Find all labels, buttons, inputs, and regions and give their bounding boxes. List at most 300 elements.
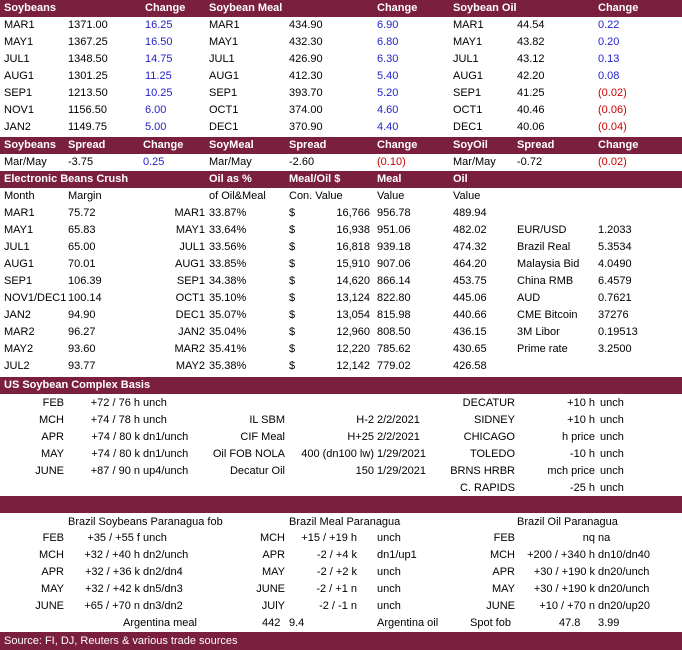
futures-soy-change: 6.00 <box>145 104 167 116</box>
crush-oil-value: 482.02 <box>453 224 487 236</box>
basis-change: dn1/unch <box>143 431 189 443</box>
argentina-oil-label: Argentina oil <box>377 617 439 629</box>
crush-sub-margin: Margin <box>68 190 102 202</box>
spread-meal-value: -2.60 <box>289 156 315 168</box>
crush-month: JUL1 <box>4 241 30 253</box>
basis-product-value: H+25 <box>347 431 374 443</box>
fx-value: 4.0490 <box>598 258 632 270</box>
crush-con-value: 13,054 <box>336 309 370 321</box>
brazil-oil-month: APR <box>492 566 515 578</box>
crush-con-value: 13,124 <box>336 292 370 304</box>
crush-oil-pct: 35.10% <box>209 292 247 304</box>
crush-sub-oilmeal: of Oil&Meal <box>209 190 266 202</box>
basis-month: MCH <box>38 414 64 426</box>
futures-meal-month: SEP1 <box>209 87 238 99</box>
brazil-soy-month: MAY <box>40 583 64 595</box>
crush-month: MAR2 <box>4 326 35 338</box>
basis-product-date: 1/29/2021 <box>377 465 426 477</box>
fx-label: Prime rate <box>517 343 568 355</box>
brazil-meal-value: -2 / +4 k <box>316 549 357 561</box>
fx-label: AUD <box>517 292 541 304</box>
futures-meal-price: 370.90 <box>289 121 323 133</box>
crush-header-oil: Oil <box>453 173 468 185</box>
futures-soy-month: MAR1 <box>4 19 35 31</box>
source-footer <box>0 632 682 650</box>
basis-location-value: mch price <box>547 465 595 477</box>
futures-meal-price: 434.90 <box>289 19 323 31</box>
crush-oil-pct: 35.04% <box>209 326 247 338</box>
spread-header-spread: Spread <box>68 139 106 151</box>
spread-meal-label: Mar/May <box>209 156 252 168</box>
crush-oil-value: 445.06 <box>453 292 487 304</box>
basis-value: +87 / 90 n <box>90 465 140 477</box>
basis-product: IL SBM <box>249 414 285 426</box>
futures-soy-change: 16.50 <box>145 36 173 48</box>
crush-oil-value: 453.75 <box>453 275 487 287</box>
brazil-soy-month: JUNE <box>35 600 64 612</box>
crush-contract: SEP1 <box>176 275 205 287</box>
futures-oil-month: MAR1 <box>453 19 484 31</box>
source-text: Source: FI, DJ, Reuters & various trade sources <box>4 635 238 647</box>
brazil-soy-value: +35 / +55 f <box>87 532 140 544</box>
futures-soy-change: 5.00 <box>145 121 167 133</box>
spread-header-spread: Spread <box>289 139 327 151</box>
crush-contract: MAR2 <box>174 343 205 355</box>
futures-soy-month: JUL1 <box>4 53 30 65</box>
basis-location-change: unch <box>600 482 624 494</box>
brazil-meal-change: unch <box>377 583 401 595</box>
brazil-oil-change: dn20/unch <box>598 583 650 595</box>
futures-oil-price: 42.20 <box>517 70 545 82</box>
crush-month: AUG1 <box>4 258 34 270</box>
futures-oil-change: 0.08 <box>598 70 620 82</box>
futures-oil-price: 40.06 <box>517 121 545 133</box>
argentina-meal-value: 442 <box>262 617 281 629</box>
fx-value: 0.19513 <box>598 326 638 338</box>
brazil-meal-month: JUlY <box>261 600 285 612</box>
futures-soy-price: 1156.50 <box>68 104 107 116</box>
fx-label: 3M Libor <box>517 326 560 338</box>
brazil-meal-month: JUNE <box>256 583 285 595</box>
crush-con-value: 12,960 <box>336 326 370 338</box>
crush-dollar: $ <box>289 258 296 270</box>
futures-oil-month: JUL1 <box>453 53 479 65</box>
basis-product-date: 1/29/2021 <box>377 448 426 460</box>
basis-month: APR <box>41 431 64 443</box>
spread-meal-change: (0.10) <box>377 156 406 168</box>
basis-value: +74 / 80 k <box>91 431 140 443</box>
crush-contract: MAR1 <box>174 207 205 219</box>
futures-oil-change: 0.13 <box>598 53 620 65</box>
brazil-soy-value: +32 / +36 k <box>84 566 140 578</box>
crush-oil-value: 430.65 <box>453 343 487 355</box>
basis-location-value: +10 h <box>567 397 595 409</box>
basis-location: TOLEDO <box>469 448 515 460</box>
futures-meal-price: 432.30 <box>289 36 323 48</box>
crush-meal-value: 951.06 <box>377 224 411 236</box>
basis-product: Decatur Oil <box>229 465 285 477</box>
brazil-oil-value: nq <box>582 532 595 544</box>
basis-change: unch <box>143 397 167 409</box>
spread-header-change: Change <box>143 139 184 151</box>
crush-oil-pct: 33.64% <box>209 224 247 236</box>
futures-soy-month: NOV1 <box>4 104 34 116</box>
basis-product-date: 2/2/2021 <box>377 431 420 443</box>
brazil-oil-month: JUNE <box>486 600 515 612</box>
crush-contract: DEC1 <box>175 309 205 321</box>
fx-label: Malaysia Bid <box>517 258 580 270</box>
crush-con-value: 12,220 <box>336 343 370 355</box>
futures-oil-month: MAY1 <box>453 36 483 48</box>
crush-month: JAN2 <box>4 309 31 321</box>
spread-header-spread: Spread <box>517 139 555 151</box>
crush-header-oilpct: Oil as % <box>209 173 252 185</box>
crush-margin: 65.00 <box>68 241 96 253</box>
futures-soy-month: JAN2 <box>4 121 31 133</box>
futures-meal-price: 393.70 <box>289 87 323 99</box>
crush-sub-meal-value: Value <box>377 190 405 202</box>
brazil-meal-value: +15 / +19 h <box>301 532 357 544</box>
futures-oil-change: 0.20 <box>598 36 620 48</box>
crush-contract: JUL1 <box>179 241 205 253</box>
futures-meal-price: 412.30 <box>289 70 323 82</box>
spread-soy-value: -3.75 <box>68 156 94 168</box>
crush-dollar: $ <box>289 207 296 219</box>
crush-month: SEP1 <box>4 275 33 287</box>
futures-oil-change: (0.06) <box>598 104 627 116</box>
futures-meal-month: AUG1 <box>209 70 239 82</box>
futures-oil-price: 44.54 <box>517 19 545 31</box>
spreads-header <box>0 137 682 154</box>
basis-month: MAY <box>40 448 64 460</box>
spread-oil-value: -0.72 <box>517 156 543 168</box>
fx-value: 0.7621 <box>598 292 632 304</box>
brazil-soy-month: MCH <box>38 549 64 561</box>
crush-oil-value: 440.66 <box>453 309 487 321</box>
futures-header-soymeal: Soybean Meal <box>209 2 283 14</box>
futures-oil-price: 40.46 <box>517 104 545 116</box>
brazil-meal-change: dn1/up1 <box>377 549 417 561</box>
brazil-oil-value: +200 / +340 h <box>527 549 595 561</box>
basis-change: unch <box>143 414 167 426</box>
brazil-meal-month: MAY <box>261 566 285 578</box>
spread-header-change: Change <box>377 139 418 151</box>
basis-product: CIF Meal <box>240 431 285 443</box>
basis-location-value: -10 h <box>569 448 595 460</box>
basis-product-value: 400 (dn100 lw) <box>301 448 374 460</box>
fx-label: CME Bitcoin <box>517 309 578 321</box>
crush-month: MAY1 <box>4 224 34 236</box>
futures-header-change: Change <box>598 2 639 14</box>
basis-product-value: 150 <box>355 465 374 477</box>
brazil-oil-month: MCH <box>489 549 515 561</box>
argentina-oil-value: 47.8 <box>559 617 581 629</box>
spread-oil-label: Mar/May <box>453 156 496 168</box>
section-divider <box>0 496 682 513</box>
crush-dollar: $ <box>289 360 296 372</box>
spread-oil-change: (0.02) <box>598 156 627 168</box>
crush-month: JUL2 <box>4 360 30 372</box>
fx-label: Brazil Real <box>517 241 571 253</box>
crush-oil-value: 489.94 <box>453 207 487 219</box>
futures-header-soyoil: Soybean Oil <box>453 2 517 14</box>
spot-fob-label: Spot fob <box>470 617 511 629</box>
futures-header-change: Change <box>377 2 418 14</box>
brazil-oil-value: +30 / +190 k <box>533 583 595 595</box>
futures-soy-price: 1213.50 <box>68 87 108 99</box>
crush-meal-value: 866.14 <box>377 275 411 287</box>
fx-value: 1.2033 <box>598 224 632 236</box>
brazil-meal-month: MCH <box>259 532 285 544</box>
brazil-meal-change: unch <box>377 600 401 612</box>
crush-meal-value: 808.50 <box>377 326 411 338</box>
brazil-oil-title: Brazil Oil Paranagua <box>517 516 618 528</box>
fx-label: China RMB <box>517 275 574 287</box>
crush-month: NOV1/DEC1 <box>4 292 67 304</box>
crush-meal-value: 939.18 <box>377 241 411 253</box>
crush-month: MAY2 <box>4 343 34 355</box>
basis-product: Oil FOB NOLA <box>212 448 285 460</box>
crush-contract: JAN2 <box>178 326 205 338</box>
crush-margin: 106.39 <box>68 275 102 287</box>
futures-meal-change: 4.40 <box>377 121 399 133</box>
futures-soy-month: SEP1 <box>4 87 33 99</box>
crush-oil-pct: 35.41% <box>209 343 247 355</box>
futures-oil-change: (0.02) <box>598 87 627 99</box>
basis-location: SIDNEY <box>474 414 515 426</box>
argentina-meal-change: 9.4 <box>289 617 305 629</box>
crush-con-value: 12,142 <box>336 360 370 372</box>
crush-header-meal: Meal <box>377 173 402 185</box>
basis-location-change: unch <box>600 431 624 443</box>
crush-dollar: $ <box>289 292 296 304</box>
crush-contract: OCT1 <box>175 292 205 304</box>
spread-soy-change: 0.25 <box>143 156 165 168</box>
futures-oil-month: OCT1 <box>453 104 483 116</box>
crush-margin: 70.01 <box>68 258 96 270</box>
crush-contract: AUG1 <box>175 258 205 270</box>
fx-value: 5.3534 <box>598 241 632 253</box>
crush-sub-oil-value: Value <box>453 190 481 202</box>
crush-meal-value: 956.78 <box>377 207 411 219</box>
basis-location: BRNS HRBR <box>450 465 515 477</box>
brazil-meal-value: -2 / +1 n <box>316 583 357 595</box>
crush-con-value: 16,766 <box>336 207 370 219</box>
crush-meal-value: 907.06 <box>377 258 411 270</box>
basis-location-change: unch <box>600 414 624 426</box>
crush-title: Electronic Beans Crush <box>4 173 129 185</box>
brazil-soy-title: Brazil Soybeans Paranagua fob <box>68 516 223 528</box>
futures-soy-change: 14.75 <box>145 53 173 65</box>
futures-oil-price: 41.25 <box>517 87 545 99</box>
spread-soy-label: Mar/May <box>4 156 47 168</box>
crush-margin: 93.77 <box>68 360 96 372</box>
crush-dollar: $ <box>289 241 296 253</box>
futures-oil-price: 43.12 <box>517 53 545 65</box>
crush-oil-pct: 33.56% <box>209 241 247 253</box>
crush-oil-pct: 35.07% <box>209 309 247 321</box>
futures-meal-month: OCT1 <box>209 104 239 116</box>
basis-month: JUNE <box>35 465 64 477</box>
brazil-meal-month: APR <box>262 549 285 561</box>
futures-meal-change: 6.30 <box>377 53 399 65</box>
brazil-oil-value: +10 / +70 n <box>539 600 595 612</box>
crush-oil-value: 436.15 <box>453 326 487 338</box>
brazil-oil-value: +30 / +190 k <box>533 566 595 578</box>
basis-product-value: H-2 <box>356 414 374 426</box>
basis-location: C. RAPIDS <box>459 482 515 494</box>
brazil-meal-change: unch <box>377 566 401 578</box>
brazil-oil-month: FEB <box>493 532 515 544</box>
brazil-meal-value: -2 / +2 k <box>316 566 357 578</box>
futures-meal-change: 5.20 <box>377 87 399 99</box>
brazil-oil-change: na <box>598 532 611 544</box>
spread-header-soybeans: Soybeans <box>4 139 56 151</box>
basis-product-date: 2/2/2021 <box>377 414 420 426</box>
brazil-soy-change: dn2/unch <box>143 549 189 561</box>
fx-value: 3.2500 <box>598 343 632 355</box>
futures-meal-change: 5.40 <box>377 70 399 82</box>
brazil-soy-month: APR <box>41 566 64 578</box>
futures-meal-month: MAR1 <box>209 19 240 31</box>
futures-soy-change: 16.25 <box>145 19 173 31</box>
futures-soy-price: 1301.25 <box>68 70 108 82</box>
crush-meal-value: 779.02 <box>377 360 411 372</box>
futures-soy-price: 1371.00 <box>68 19 108 31</box>
basis-location-value: h price <box>561 431 595 443</box>
crush-con-value: 16,938 <box>336 224 370 236</box>
basis-location: DECATUR <box>462 397 515 409</box>
crush-header-mealoil: Meal/Oil $ <box>289 173 341 185</box>
argentina-meal-label: Argentina meal <box>123 617 197 629</box>
crush-oil-value: 474.32 <box>453 241 487 253</box>
futures-oil-change: (0.04) <box>598 121 627 133</box>
crush-con-value: 16,818 <box>336 241 370 253</box>
crush-meal-value: 815.98 <box>377 309 411 321</box>
brazil-oil-change: dn10/dn40 <box>598 549 650 561</box>
futures-soy-price: 1348.50 <box>68 53 108 65</box>
us-basis-header <box>0 377 682 394</box>
futures-meal-month: DEC1 <box>209 121 239 133</box>
spread-header-soyoil: SoyOil <box>453 139 488 151</box>
futures-meal-month: JUL1 <box>209 53 235 65</box>
brazil-soy-value: +65 / +70 n <box>84 600 140 612</box>
basis-change: dn1/unch <box>143 448 189 460</box>
crush-dollar: $ <box>289 224 296 236</box>
crush-dollar: $ <box>289 326 296 338</box>
futures-meal-price: 374.00 <box>289 104 323 116</box>
crush-contract: MAY1 <box>175 224 205 236</box>
brazil-meal-change: unch <box>377 532 401 544</box>
brazil-soy-change: unch <box>143 532 167 544</box>
brazil-soy-change: dn2/dn4 <box>143 566 183 578</box>
futures-soy-change: 10.25 <box>145 87 173 99</box>
us-basis-title: US Soybean Complex Basis <box>4 379 151 391</box>
crush-margin: 100.14 <box>68 292 102 304</box>
brazil-oil-change: dn20/up20 <box>598 600 650 612</box>
crush-meal-value: 785.62 <box>377 343 411 355</box>
basis-location-value: +10 h <box>567 414 595 426</box>
basis-location-change: unch <box>600 397 624 409</box>
crush-meal-value: 822.80 <box>377 292 411 304</box>
fx-label: EUR/USD <box>517 224 567 236</box>
futures-header-change: Change <box>145 2 186 14</box>
brazil-soy-month: FEB <box>42 532 64 544</box>
brazil-oil-month: MAY <box>491 583 515 595</box>
crush-oil-pct: 35.38% <box>209 360 247 372</box>
basis-month: FEB <box>42 397 64 409</box>
futures-oil-month: AUG1 <box>453 70 483 82</box>
futures-meal-change: 6.90 <box>377 19 399 31</box>
crush-oil-pct: 33.87% <box>209 207 247 219</box>
basis-value: +72 / 76 h <box>90 397 140 409</box>
crush-margin: 93.60 <box>68 343 96 355</box>
basis-location-change: unch <box>600 448 624 460</box>
fx-value: 37276 <box>598 309 629 321</box>
crush-oil-pct: 34.38% <box>209 275 247 287</box>
crush-oil-value: 464.20 <box>453 258 487 270</box>
crush-dollar: $ <box>289 343 296 355</box>
crush-sub-month: Month <box>4 190 35 202</box>
futures-oil-price: 43.82 <box>517 36 545 48</box>
crush-margin: 65.83 <box>68 224 96 236</box>
brazil-soy-change: dn5/dn3 <box>143 583 183 595</box>
crush-margin: 94.90 <box>68 309 96 321</box>
brazil-soy-value: +32 / +42 k <box>84 583 140 595</box>
crush-contract: MAY2 <box>175 360 205 372</box>
crush-month: MAR1 <box>4 207 35 219</box>
futures-soy-price: 1149.75 <box>68 121 107 133</box>
futures-soy-month: MAY1 <box>4 36 34 48</box>
futures-soy-month: AUG1 <box>4 70 34 82</box>
futures-meal-price: 426.90 <box>289 53 323 65</box>
crush-dollar: $ <box>289 275 296 287</box>
futures-header-soybeans: Soybeans <box>4 2 56 14</box>
basis-location: CHICAGO <box>463 431 515 443</box>
brazil-soy-value: +32 / +40 h <box>84 549 140 561</box>
futures-header <box>0 0 682 17</box>
futures-oil-change: 0.22 <box>598 19 620 31</box>
brazil-meal-title: Brazil Meal Paranagua <box>289 516 401 528</box>
futures-soy-price: 1367.25 <box>68 36 108 48</box>
basis-change: up4/unch <box>143 465 189 477</box>
spread-header-soymeal: SoyMeal <box>209 139 254 151</box>
crush-con-value: 15,910 <box>336 258 370 270</box>
futures-meal-change: 4.60 <box>377 104 399 116</box>
crush-header <box>0 171 682 188</box>
brazil-meal-value: -2 / -1 n <box>319 600 357 612</box>
crush-oil-pct: 33.85% <box>209 258 247 270</box>
basis-value: +74 / 80 k <box>91 448 140 460</box>
brazil-soy-change: dn3/dn2 <box>143 600 183 612</box>
argentina-oil-change: 3.99 <box>598 617 620 629</box>
crush-sub-convalue: Con. Value <box>289 190 343 202</box>
crush-margin: 75.72 <box>68 207 96 219</box>
brazil-oil-change: dn20/unch <box>598 566 650 578</box>
futures-meal-month: MAY1 <box>209 36 239 48</box>
basis-value: +74 / 78 h <box>90 414 140 426</box>
crush-con-value: 14,620 <box>336 275 370 287</box>
futures-meal-change: 6.80 <box>377 36 399 48</box>
spread-header-change: Change <box>598 139 639 151</box>
fx-value: 6.4579 <box>598 275 632 287</box>
crush-dollar: $ <box>289 309 296 321</box>
basis-location-change: unch <box>600 465 624 477</box>
crush-oil-value: 426.58 <box>453 360 487 372</box>
basis-location-value: -25 h <box>569 482 595 494</box>
futures-oil-month: SEP1 <box>453 87 482 99</box>
crush-margin: 96.27 <box>68 326 96 338</box>
